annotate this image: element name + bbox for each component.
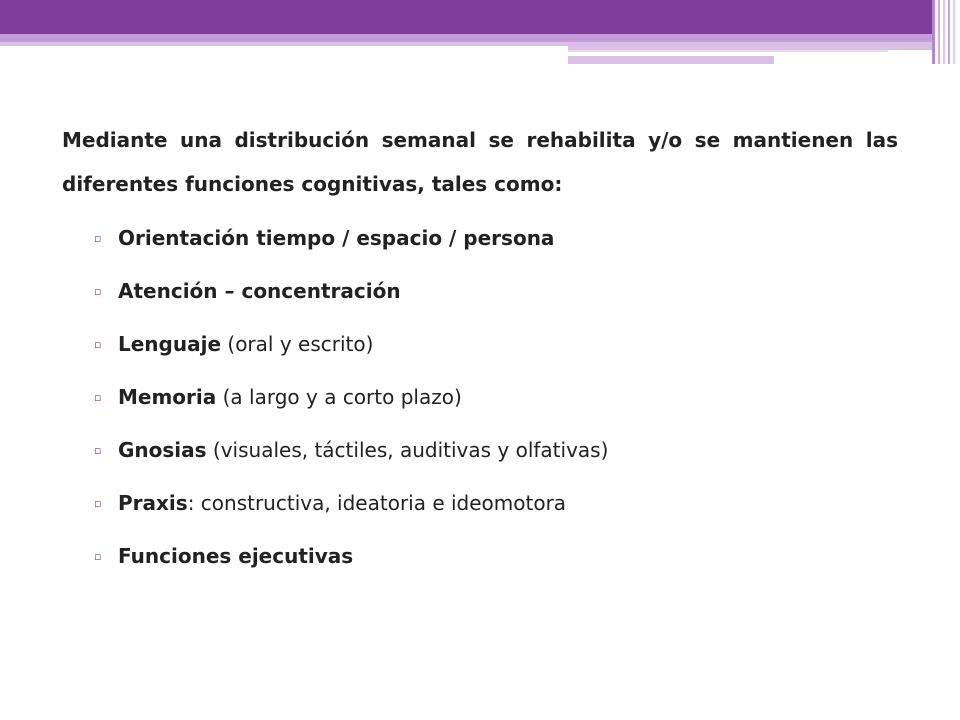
item-label: Atención – concentración xyxy=(118,279,401,303)
header-band-dark xyxy=(0,0,932,34)
item-label: Lenguaje xyxy=(118,332,222,356)
list-item xyxy=(62,318,898,371)
list-item xyxy=(62,424,898,477)
item-label: Gnosias xyxy=(118,438,207,462)
square-bullet-icon: ▫ xyxy=(94,391,102,404)
item-detail: (visuales, táctiles, auditivas y olfativas) xyxy=(206,438,609,462)
list-item xyxy=(62,265,898,318)
item-label: Memoria xyxy=(118,385,217,409)
list-item xyxy=(62,530,898,583)
list-item xyxy=(62,212,898,265)
list-item xyxy=(62,371,898,424)
header-edge-line xyxy=(938,0,940,64)
item-label: Funciones ejecutivas xyxy=(118,544,354,568)
intro-paragraph: Mediante una distribución semanal se rehabilita y/o se mantienen las diferentes funciones cognitivas, tales como: xyxy=(62,128,898,196)
list-item xyxy=(62,477,898,530)
header-edge-line xyxy=(948,0,950,64)
item-label: Praxis xyxy=(118,491,188,515)
function-list xyxy=(62,212,898,583)
header-band-stripe-short xyxy=(568,56,774,64)
square-bullet-icon: ▫ xyxy=(94,550,102,563)
item-detail: : constructiva, ideatoria e ideomotora xyxy=(187,491,567,515)
square-bullet-icon: ▫ xyxy=(94,338,102,351)
square-bullet-icon: ▫ xyxy=(94,497,102,510)
item-detail: (oral y escrito) xyxy=(221,332,374,356)
square-bullet-icon: ▫ xyxy=(94,285,102,298)
header-edge-line xyxy=(943,0,945,64)
header-band-stripe xyxy=(568,42,932,50)
header-band-light xyxy=(0,34,932,42)
item-label: Orientación tiempo / espacio / persona xyxy=(118,226,555,250)
header-edge-line xyxy=(953,0,955,64)
item-detail: (a largo y a corto plazo) xyxy=(216,385,462,409)
square-bullet-icon: ▫ xyxy=(94,444,102,457)
slide-content xyxy=(62,118,898,583)
square-bullet-icon: ▫ xyxy=(94,232,102,245)
header-edge-line xyxy=(932,0,935,64)
header-band-lighter xyxy=(0,42,568,46)
header-band-thin-line xyxy=(568,50,888,52)
